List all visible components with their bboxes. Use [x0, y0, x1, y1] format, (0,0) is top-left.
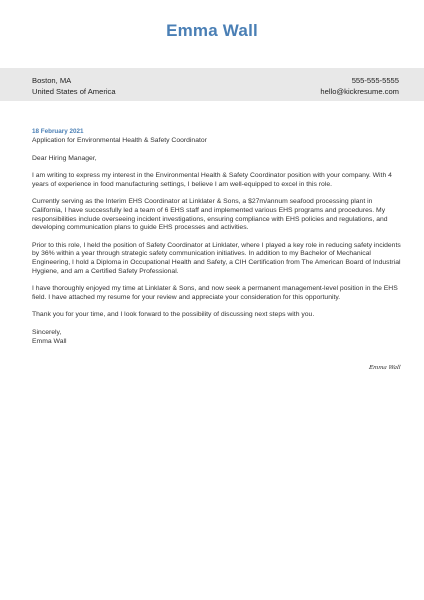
letter-date: 18 February 2021 [32, 128, 84, 135]
contact-bar [0, 68, 424, 101]
applicant-name: Emma Wall [166, 21, 258, 40]
letter-body [32, 128, 402, 346]
letter-closing-name: Emma Wall [32, 337, 67, 345]
letter-salutation: Dear Hiring Manager, [32, 154, 97, 162]
contact-details [320, 76, 399, 97]
contact-country: United States of America [32, 86, 116, 96]
letter-paragraph: I have thoroughly enjoyed my time at Linklater & Sons, and now seek a permanent management-level position in the EHS field. I have attached my resume for your review and appreciate your consideration for this opportunity. [32, 285, 398, 301]
contact-city: Boston, MA [32, 76, 72, 85]
contact-address [32, 76, 116, 97]
letter-subject: Application for Environmental Health & Safety Coordinator [32, 137, 207, 144]
contact-email: hello@kickresume.com [320, 86, 399, 96]
letter-paragraph: Thank you for your time, and I look forward to the possibility of discussing next steps with you. [32, 311, 315, 319]
letter-paragraph: Currently serving as the Interim EHS Coordinator at Linklater & Sons, a $27m/annum seafood processing plant in California, I have successfully led a team of 6 EHS staff and implemented various EHS programs and procedures. My responsibilities include overseeing incident investigations, ensuring compliance with EHS policies and regulations, and developing communication plans to guide EHS processes and activities. [32, 198, 388, 232]
letter-paragraph: I am writing to express my interest in the Environmental Health & Safety Coordinator position with your company. With 4 years of experience in food manufacturing settings, I believe I am well-equipped to excel in this role. [32, 172, 392, 188]
contact-phone: 555-555-5555 [351, 76, 399, 85]
letter-paragraph: Prior to this role, I held the position of Safety Coordinator at Linklater, where I played a key role in reducing safety incidents by 36% within a year through strategic safety communication initiatives. In addition to my Bachelor of Mechanical Engineering, I hold a Diploma in Occupational Health and Safety, a CIH Certification from The American Board of Industrial Hygiene, and am a Certified Safety Professional. [32, 241, 401, 275]
handwritten-signature: Emma Wall [368, 365, 401, 371]
letter-closing: Sincerely, [32, 328, 62, 336]
